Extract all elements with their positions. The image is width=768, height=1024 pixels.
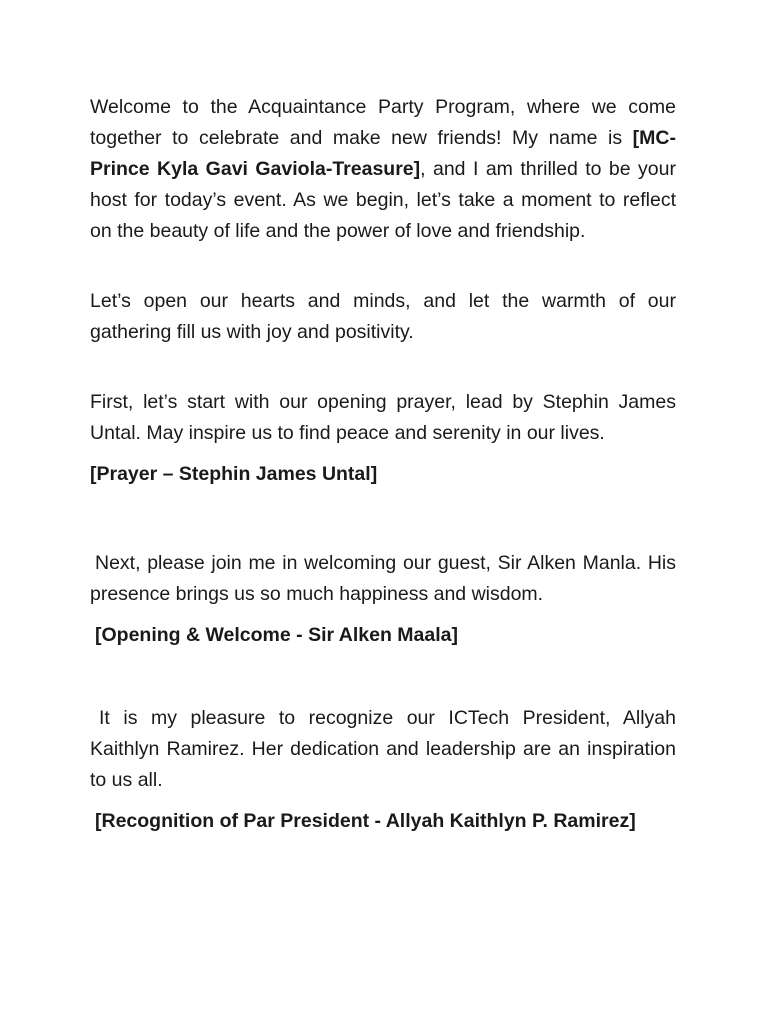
heading-opening-welcome: [Opening & Welcome - Sir Alken Maala]	[95, 624, 458, 646]
intro-text-start: Welcome to the Acquaintance Party Program, where we come together to celebrate and make new friends! My name is	[90, 96, 676, 149]
intro-paragraph	[90, 92, 676, 247]
intro-text-end: , and I am thrilled to be your host for today’s event. As we begin, let’s take a moment to reflect on the beauty of life and the power of love and friendship.	[90, 158, 676, 242]
paragraph-open-hearts: Let’s open our hearts and minds, and let the warmth of our gathering fill us with joy and positivity.	[90, 290, 676, 343]
heading-recognition: [Recognition of Par President - Allyah Kaithlyn P. Ramirez]	[95, 810, 636, 832]
document-body	[90, 92, 676, 837]
mc-name: [MC-Prince Kyla Gavi Gaviola-Treasure]	[90, 127, 676, 180]
paragraph-president-recognition: It is my pleasure to recognize our ICTech President, Allyah Kaithlyn Ramirez. Her dedication and leadership are an inspiration to us all.	[90, 707, 676, 791]
heading-prayer: [Prayer – Stephin James Untal]	[90, 463, 378, 485]
paragraph-guest-welcome: Next, please join me in welcoming our guest, Sir Alken Manla. His presence brings us so much happiness and wisdom.	[90, 552, 676, 605]
paragraph-opening-prayer: First, let’s start with our opening prayer, lead by Stephin James Untal. May inspire us to find peace and serenity in our lives.	[90, 391, 676, 444]
